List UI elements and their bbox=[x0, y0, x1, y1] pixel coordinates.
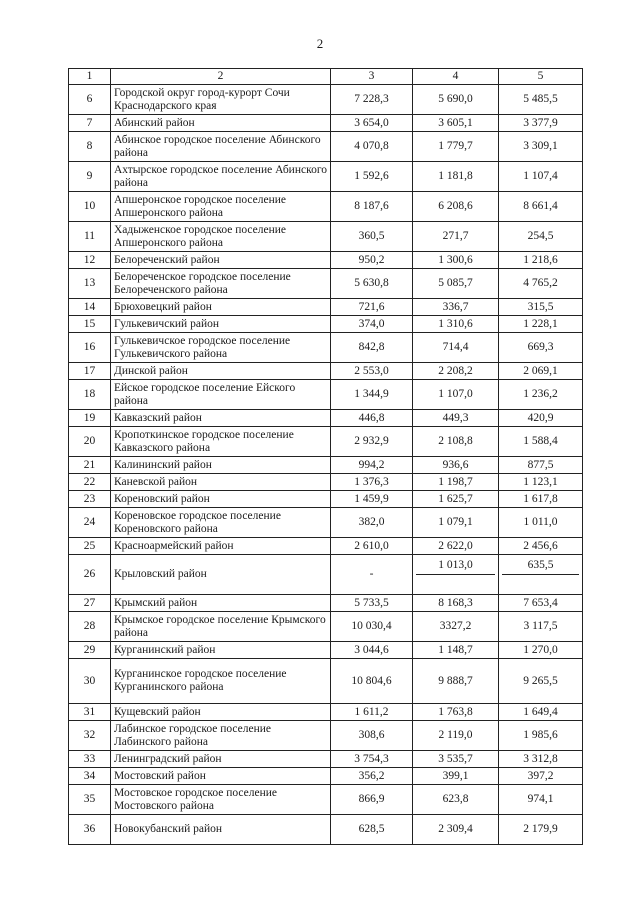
row-number: 8 bbox=[69, 132, 111, 162]
row-number: 35 bbox=[69, 785, 111, 815]
split-cell-bottom bbox=[502, 575, 579, 593]
header-cell: 1 bbox=[69, 69, 111, 85]
value-col-3: 356,2 bbox=[331, 768, 413, 785]
row-number: 30 bbox=[69, 659, 111, 704]
page-number: 2 bbox=[316, 36, 324, 51]
value-col-3: 3 044,6 bbox=[331, 642, 413, 659]
value-col-4: 5 690,0 bbox=[413, 85, 499, 115]
table-row bbox=[69, 751, 583, 768]
header-cell: 3 bbox=[331, 69, 413, 85]
table-row bbox=[69, 192, 583, 222]
value-col-3: 4 070,8 bbox=[331, 132, 413, 162]
municipality-name: Белореченский район bbox=[111, 252, 331, 269]
row-number: 32 bbox=[69, 721, 111, 751]
row-number: 25 bbox=[69, 538, 111, 555]
value-col-4: 1 625,7 bbox=[413, 491, 499, 508]
value-col-5: 5 485,5 bbox=[499, 85, 583, 115]
row-number: 12 bbox=[69, 252, 111, 269]
value-col-4 bbox=[413, 555, 499, 595]
value-col-4: 1 310,6 bbox=[413, 316, 499, 333]
table-row bbox=[69, 457, 583, 474]
value-col-3: 950,2 bbox=[331, 252, 413, 269]
value-col-3: 10 804,6 bbox=[331, 659, 413, 704]
table-row bbox=[69, 704, 583, 721]
row-number: 24 bbox=[69, 508, 111, 538]
table-row bbox=[69, 427, 583, 457]
value-col-4: 8 168,3 bbox=[413, 595, 499, 612]
value-col-3: 721,6 bbox=[331, 299, 413, 316]
value-col-4: 336,7 bbox=[413, 299, 499, 316]
value-col-5: 397,2 bbox=[499, 768, 583, 785]
value-col-3: 5 630,8 bbox=[331, 269, 413, 299]
municipality-name: Курганинский район bbox=[111, 642, 331, 659]
value-col-5: 3 309,1 bbox=[499, 132, 583, 162]
value-col-3: 1 376,3 bbox=[331, 474, 413, 491]
municipality-name: Кореновское городское поселение Кореновского района bbox=[111, 508, 331, 538]
row-number: 13 bbox=[69, 269, 111, 299]
value-col-5: 1 236,2 bbox=[499, 380, 583, 410]
value-col-5: 1 011,0 bbox=[499, 508, 583, 538]
value-col-4: 936,6 bbox=[413, 457, 499, 474]
split-cell-top: 1 013,0 bbox=[416, 556, 495, 575]
value-col-3: 308,6 bbox=[331, 721, 413, 751]
table-row bbox=[69, 815, 583, 845]
municipality-name: Брюховецкий район bbox=[111, 299, 331, 316]
value-col-5: 3 312,8 bbox=[499, 751, 583, 768]
row-number: 20 bbox=[69, 427, 111, 457]
value-col-4: 1 181,8 bbox=[413, 162, 499, 192]
table-row bbox=[69, 555, 583, 595]
row-number: 31 bbox=[69, 704, 111, 721]
value-col-4: 271,7 bbox=[413, 222, 499, 252]
value-col-5: 3 377,9 bbox=[499, 115, 583, 132]
value-col-3: 2 553,0 bbox=[331, 363, 413, 380]
municipality-name: Ахтырское городское поселение Абинского района bbox=[111, 162, 331, 192]
table-row bbox=[69, 316, 583, 333]
value-col-5: 1 985,6 bbox=[499, 721, 583, 751]
municipality-name: Крымское городское поселение Крымского района bbox=[111, 612, 331, 642]
value-col-4: 449,3 bbox=[413, 410, 499, 427]
value-col-4: 6 208,6 bbox=[413, 192, 499, 222]
value-col-4: 2 208,2 bbox=[413, 363, 499, 380]
value-col-3: 1 459,9 bbox=[331, 491, 413, 508]
value-col-3: 3 654,0 bbox=[331, 115, 413, 132]
value-col-4: 1 148,7 bbox=[413, 642, 499, 659]
municipality-name: Лабинское городское поселение Лабинского района bbox=[111, 721, 331, 751]
row-number: 9 bbox=[69, 162, 111, 192]
row-number: 18 bbox=[69, 380, 111, 410]
municipality-name: Крымский район bbox=[111, 595, 331, 612]
table-row bbox=[69, 132, 583, 162]
table-row bbox=[69, 410, 583, 427]
row-number: 11 bbox=[69, 222, 111, 252]
value-col-3: 3 754,3 bbox=[331, 751, 413, 768]
municipality-name: Ейское городское поселение Ейского района bbox=[111, 380, 331, 410]
value-col-5: 254,5 bbox=[499, 222, 583, 252]
table-row bbox=[69, 768, 583, 785]
split-cell-top: 635,5 bbox=[502, 556, 579, 575]
value-col-5: 2 179,9 bbox=[499, 815, 583, 845]
value-col-4: 1 107,0 bbox=[413, 380, 499, 410]
row-number: 10 bbox=[69, 192, 111, 222]
value-col-3: - bbox=[331, 555, 413, 595]
municipality-name: Ленинградский район bbox=[111, 751, 331, 768]
municipality-name: Гулькевичский район bbox=[111, 316, 331, 333]
value-col-5: 4 765,2 bbox=[499, 269, 583, 299]
value-col-4: 1 079,1 bbox=[413, 508, 499, 538]
value-col-5: 877,5 bbox=[499, 457, 583, 474]
value-col-4: 1 779,7 bbox=[413, 132, 499, 162]
value-col-5: 3 117,5 bbox=[499, 612, 583, 642]
municipality-name: Кавказский район bbox=[111, 410, 331, 427]
value-col-3: 1 611,2 bbox=[331, 704, 413, 721]
table-row bbox=[69, 538, 583, 555]
table-row bbox=[69, 612, 583, 642]
value-col-5: 669,3 bbox=[499, 333, 583, 363]
municipality-name: Курганинское городское поселение Курганинского района bbox=[111, 659, 331, 704]
row-number: 21 bbox=[69, 457, 111, 474]
municipality-name: Абинское городское поселение Абинского района bbox=[111, 132, 331, 162]
table-row bbox=[69, 115, 583, 132]
municipality-name: Крыловский район bbox=[111, 555, 331, 595]
value-col-4: 1 763,8 bbox=[413, 704, 499, 721]
value-col-3: 374,0 bbox=[331, 316, 413, 333]
value-col-5: 7 653,4 bbox=[499, 595, 583, 612]
value-col-3: 1 344,9 bbox=[331, 380, 413, 410]
municipality-name: Красноармейский район bbox=[111, 538, 331, 555]
header-cell: 5 bbox=[499, 69, 583, 85]
municipality-name: Гулькевичское городское поселение Гулькевичского района bbox=[111, 333, 331, 363]
row-number: 6 bbox=[69, 85, 111, 115]
value-col-3: 866,9 bbox=[331, 785, 413, 815]
value-col-5: 2 069,1 bbox=[499, 363, 583, 380]
value-col-3: 842,8 bbox=[331, 333, 413, 363]
value-col-4: 1 198,7 bbox=[413, 474, 499, 491]
value-col-3: 5 733,5 bbox=[331, 595, 413, 612]
table-row bbox=[69, 380, 583, 410]
municipality-name: Мостовское городское поселение Мостовского района bbox=[111, 785, 331, 815]
municipality-name: Каневской район bbox=[111, 474, 331, 491]
row-number: 7 bbox=[69, 115, 111, 132]
value-col-5: 9 265,5 bbox=[499, 659, 583, 704]
row-number: 33 bbox=[69, 751, 111, 768]
value-col-4: 714,4 bbox=[413, 333, 499, 363]
row-number: 15 bbox=[69, 316, 111, 333]
table-row bbox=[69, 222, 583, 252]
value-col-4: 623,8 bbox=[413, 785, 499, 815]
row-number: 36 bbox=[69, 815, 111, 845]
table-row bbox=[69, 659, 583, 704]
row-number: 27 bbox=[69, 595, 111, 612]
value-col-3: 446,8 bbox=[331, 410, 413, 427]
municipality-name: Динской район bbox=[111, 363, 331, 380]
value-col-3: 8 187,6 bbox=[331, 192, 413, 222]
row-number: 28 bbox=[69, 612, 111, 642]
value-col-5: 1 649,4 bbox=[499, 704, 583, 721]
row-number: 23 bbox=[69, 491, 111, 508]
table-row bbox=[69, 299, 583, 316]
municipality-name: Хадыженское городское поселение Апшеронского района bbox=[111, 222, 331, 252]
value-col-4: 2 119,0 bbox=[413, 721, 499, 751]
value-col-3: 360,5 bbox=[331, 222, 413, 252]
value-col-5: 974,1 bbox=[499, 785, 583, 815]
value-col-3: 7 228,3 bbox=[331, 85, 413, 115]
value-col-5: 1 588,4 bbox=[499, 427, 583, 457]
table-row bbox=[69, 333, 583, 363]
value-col-5: 1 123,1 bbox=[499, 474, 583, 491]
value-col-5 bbox=[499, 555, 583, 595]
header-cell: 4 bbox=[413, 69, 499, 85]
municipality-name: Новокубанский район bbox=[111, 815, 331, 845]
value-col-4: 9 888,7 bbox=[413, 659, 499, 704]
value-col-4: 3 605,1 bbox=[413, 115, 499, 132]
value-col-4: 1 300,6 bbox=[413, 252, 499, 269]
value-col-4: 2 309,4 bbox=[413, 815, 499, 845]
municipality-name: Белореченское городское поселение Белореченского района bbox=[111, 269, 331, 299]
row-number: 29 bbox=[69, 642, 111, 659]
table-row bbox=[69, 508, 583, 538]
value-col-5: 420,9 bbox=[499, 410, 583, 427]
value-col-3: 2 610,0 bbox=[331, 538, 413, 555]
row-number: 34 bbox=[69, 768, 111, 785]
table-row bbox=[69, 595, 583, 612]
value-col-4: 3 535,7 bbox=[413, 751, 499, 768]
header-row bbox=[69, 69, 583, 85]
value-col-4: 3327,2 bbox=[413, 612, 499, 642]
municipality-name: Абинский район bbox=[111, 115, 331, 132]
value-col-3: 2 932,9 bbox=[331, 427, 413, 457]
row-number: 14 bbox=[69, 299, 111, 316]
value-col-4: 2 622,0 bbox=[413, 538, 499, 555]
value-col-5: 315,5 bbox=[499, 299, 583, 316]
value-col-3: 10 030,4 bbox=[331, 612, 413, 642]
value-col-3: 1 592,6 bbox=[331, 162, 413, 192]
value-col-5: 1 228,1 bbox=[499, 316, 583, 333]
value-col-5: 8 661,4 bbox=[499, 192, 583, 222]
table-row bbox=[69, 474, 583, 491]
table-row bbox=[69, 785, 583, 815]
value-col-4: 2 108,8 bbox=[413, 427, 499, 457]
row-number: 19 bbox=[69, 410, 111, 427]
municipality-name: Кущевский район bbox=[111, 704, 331, 721]
table-row bbox=[69, 85, 583, 115]
value-col-5: 1 107,4 bbox=[499, 162, 583, 192]
row-number: 26 bbox=[69, 555, 111, 595]
split-cell-bottom bbox=[416, 575, 495, 593]
value-col-5: 1 218,6 bbox=[499, 252, 583, 269]
table-row bbox=[69, 269, 583, 299]
table-row bbox=[69, 162, 583, 192]
municipality-name: Кропоткинское городское поселение Кавказского района bbox=[111, 427, 331, 457]
municipality-name: Мостовский район bbox=[111, 768, 331, 785]
value-col-4: 5 085,7 bbox=[413, 269, 499, 299]
value-col-3: 382,0 bbox=[331, 508, 413, 538]
table-row bbox=[69, 363, 583, 380]
header-cell: 2 bbox=[111, 69, 331, 85]
row-number: 16 bbox=[69, 333, 111, 363]
value-col-3: 994,2 bbox=[331, 457, 413, 474]
row-number: 17 bbox=[69, 363, 111, 380]
data-table bbox=[68, 68, 583, 845]
value-col-5: 1 617,8 bbox=[499, 491, 583, 508]
value-col-3: 628,5 bbox=[331, 815, 413, 845]
municipality-name: Калининский район bbox=[111, 457, 331, 474]
table-row bbox=[69, 721, 583, 751]
value-col-5: 1 270,0 bbox=[499, 642, 583, 659]
municipality-name: Апшеронское городское поселение Апшеронского района bbox=[111, 192, 331, 222]
value-col-5: 2 456,6 bbox=[499, 538, 583, 555]
table-row bbox=[69, 252, 583, 269]
municipality-name: Городской округ город-курорт Сочи Краснодарского края bbox=[111, 85, 331, 115]
value-col-4: 399,1 bbox=[413, 768, 499, 785]
row-number: 22 bbox=[69, 474, 111, 491]
municipality-name: Кореновский район bbox=[111, 491, 331, 508]
table-row bbox=[69, 491, 583, 508]
table-row bbox=[69, 642, 583, 659]
